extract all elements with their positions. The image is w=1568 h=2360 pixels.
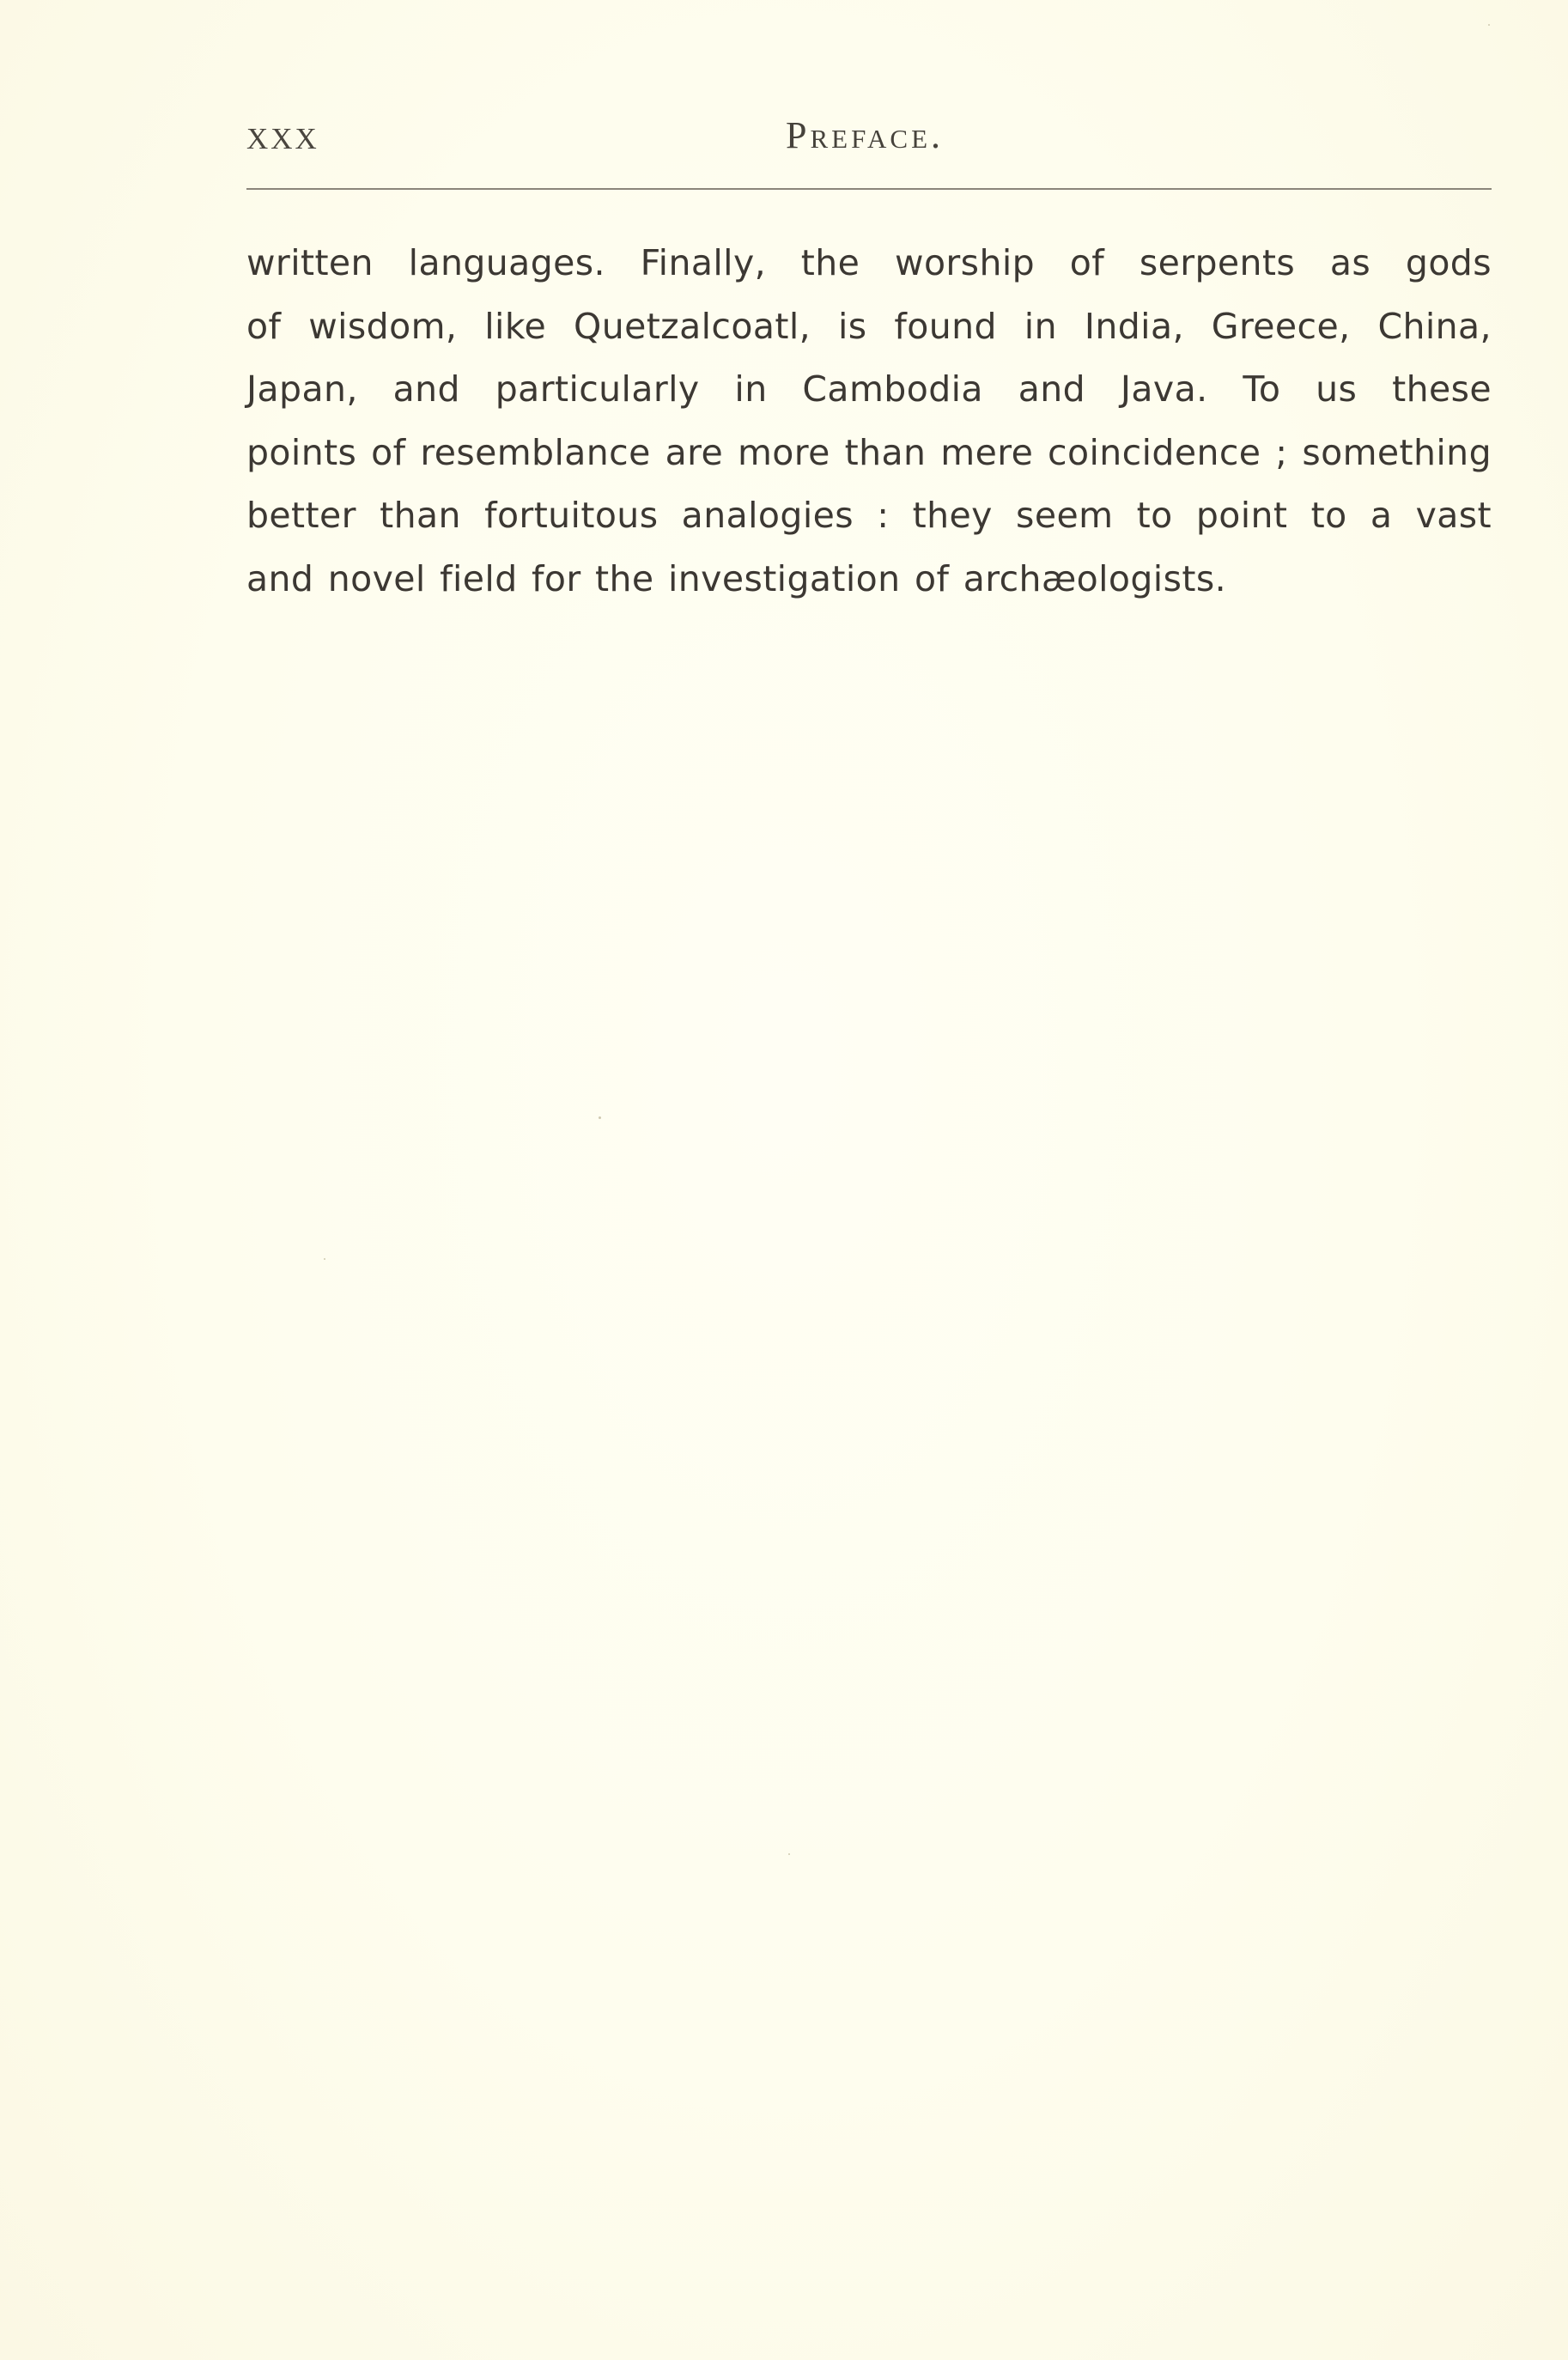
paper-speck: [788, 1853, 790, 1855]
text-line-6: and novel field for the investigation of archæologists.: [246, 557, 1227, 599]
running-title: Preface.: [786, 114, 945, 156]
text-line-1: written languages. Finally, the worship of serpents as gods: [246, 242, 1492, 283]
text-line-5: better than fortuitous analogies : they seem to point to a vast: [246, 495, 1492, 537]
running-head: [246, 113, 1492, 165]
text-line-3: Japan, and particularly in Cambodia and Java. To us these: [246, 368, 1492, 411]
text-line-2: of wisdom, like Quetzalcoatl, is found in India, Greece, China,: [246, 305, 1492, 347]
paper-speck: [599, 1116, 601, 1119]
paper-speck: [1488, 24, 1490, 26]
page-number: XXX: [246, 122, 319, 155]
text-line-4: points of resemblance are more than mere coincidence ; something: [246, 431, 1492, 473]
paper-speck: [324, 1258, 325, 1260]
body-paragraph: [246, 232, 1492, 611]
header-rule: [246, 188, 1492, 190]
